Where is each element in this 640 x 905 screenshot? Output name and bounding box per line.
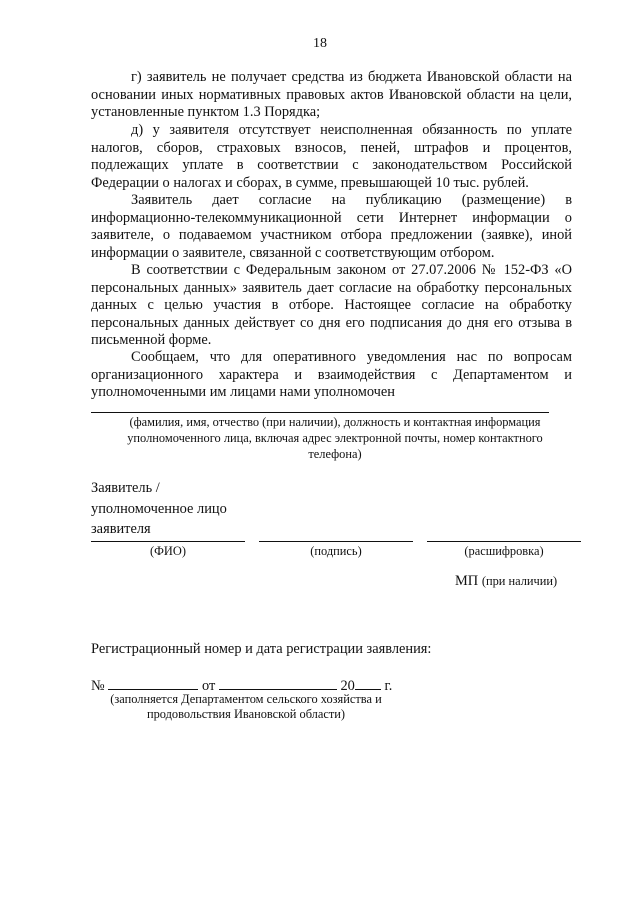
year-suffix: г. (384, 678, 393, 694)
stamp-label: МП (455, 573, 479, 589)
page-number: 18 (313, 36, 327, 51)
fio-label: (ФИО) (150, 544, 186, 558)
applicant-label-line-2: уполномоченное лицо (91, 500, 227, 517)
registration-note: (заполняется Департаментом сельского хозяйства и продовольствия Ивановской области) (110, 692, 382, 721)
paragraph-consent-publication: Заявитель дает согласие на публикацию (размещение) в информационно-телекоммуникационной сети Интернет информации о заявителе, о подаваемом участником отбора предложении (заявке), иной информации о заявителе, связанной с соответствующим отбором. (91, 192, 572, 261)
paragraph-g: г) заявитель не получает средства из бюджета Ивановской области на основании иных нормативных правовых актов Ивановской области на цели, установленные пунктом 1.3 Порядка; (91, 69, 572, 121)
number-sign: № (91, 678, 105, 694)
signature-line[interactable] (259, 541, 413, 542)
fio-line[interactable] (91, 541, 245, 542)
registration-year-field[interactable] (355, 676, 381, 690)
registration-date-field[interactable] (219, 676, 337, 690)
applicant-label (91, 478, 227, 540)
stamp-placeholder (455, 573, 557, 590)
paragraph-authorized-person: Сообщаем, что для оперативного уведомления нас по вопросам организационного характера и взаимодействия с Департаментом и уполномоченными им лицами нами уполномочен (91, 349, 572, 401)
decoding-label: (расшифровка) (464, 544, 544, 558)
registration-title: Регистрационный номер и дата регистрации заявления: (91, 641, 432, 657)
signature-label: (подпись) (310, 544, 362, 558)
applicant-label-line-3: заявителя (91, 521, 151, 537)
from-label: от (201, 678, 216, 694)
year-prefix: 20 (340, 678, 355, 694)
decoding-line[interactable] (427, 541, 581, 542)
registration-number-field[interactable] (108, 676, 198, 690)
authorized-person-line[interactable] (91, 412, 549, 413)
stamp-note: (при наличии) (481, 574, 558, 588)
authorized-person-note: (фамилия, имя, отчество (при наличии), должность и контактная информация уполномоченного лица, включая адрес электронной почты, номер контактного телефона) (127, 415, 543, 461)
paragraph-d: д) у заявителя отсутствует неисполненная обязанность по уплате налогов, сборов, страховых взносов, пеней, штрафов и процентов, подлежащих уплате в соответствии с законодательством Российской Федерации о налогах и сборах, в сумме, превышающей 10 тыс. рублей. (91, 122, 572, 191)
applicant-label-line-1: Заявитель / (91, 480, 160, 496)
paragraph-consent-personal-data: В соответствии с Федеральным законом от 27.07.2006 № 152-ФЗ «О персональных данных» заявитель дает согласие на обработку персональных данных с целью участия в отборе. Настоящее согласие на обработку персональных данных действует со дня его подписания до дня его отзыва в письменной форме. (91, 262, 572, 349)
